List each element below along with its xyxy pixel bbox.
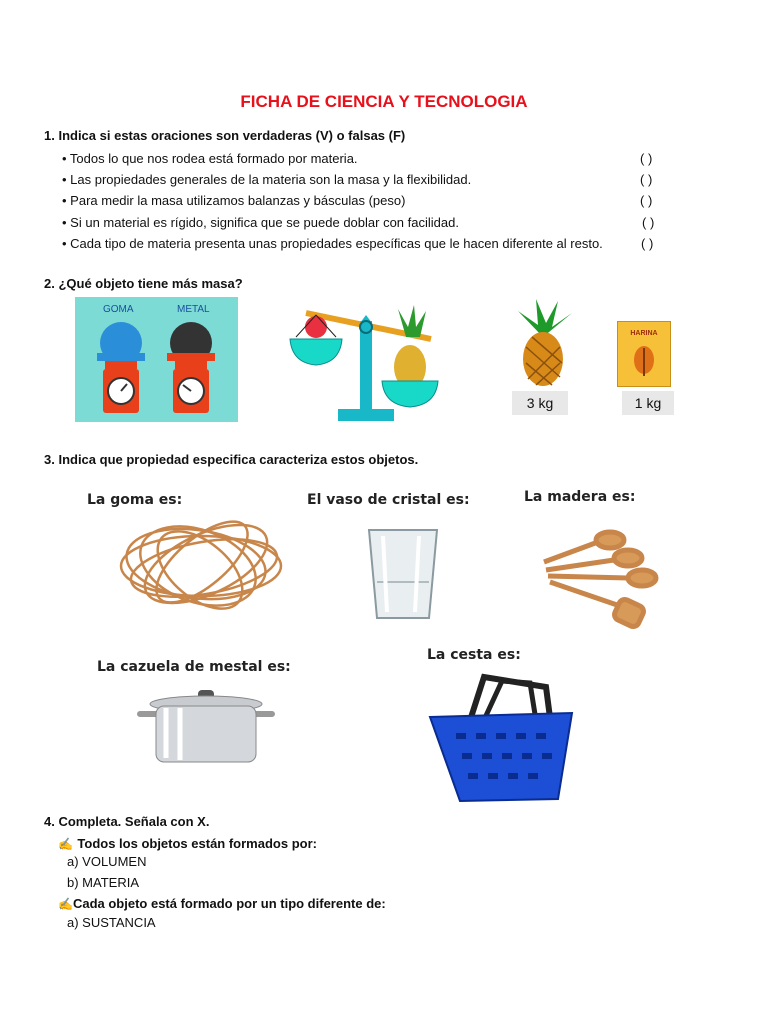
shopping-basket-icon	[426, 673, 576, 803]
scales-panel-image	[75, 297, 238, 422]
kitchen-scales-icon	[75, 297, 238, 422]
wheat-icon	[618, 322, 670, 386]
pineapple-weight-tag: 3 kg	[512, 391, 568, 415]
page-title: FICHA DE CIENCIA Y TECNOLOGIA	[240, 92, 528, 111]
option-materia[interactable]: b) MATERIA	[67, 875, 139, 890]
flour-bag-icon	[617, 321, 671, 387]
goma-prompt: La goma es:	[87, 492, 183, 508]
cazuela-prompt: La cazuela de mestal es:	[97, 659, 291, 675]
answer-box-4[interactable]: ( )	[642, 215, 655, 230]
glass-icon	[363, 522, 443, 622]
statement-1: • Todos lo que nos rodea está formado por materia.	[62, 151, 358, 166]
question-3-heading: 3. Indica que propiedad especifica caracteriza estos objetos.	[44, 452, 419, 467]
flour-weight-tag: 1 kg	[622, 391, 674, 415]
cooking-pot-icon	[136, 688, 276, 768]
cesta-prompt: La cesta es:	[427, 647, 521, 663]
flour-bag-label: HARINA	[630, 330, 658, 337]
subquestion-1-text: Todos los objetos están formados por:	[77, 836, 317, 851]
wooden-utensils-icon	[538, 518, 658, 638]
answer-box-1[interactable]: ( )	[640, 151, 653, 166]
answer-box-2[interactable]: ( )	[640, 172, 653, 187]
subquestion-2	[58, 895, 386, 913]
vaso-prompt: El vaso de cristal es:	[307, 492, 470, 508]
statement-3: • Para medir la masa utilizamos balanzas y básculas (peso)	[62, 193, 406, 208]
statement-5: • Cada tipo de materia presenta unas propiedades específicas que le hacen diferente al resto.	[62, 236, 603, 251]
goma-label: GOMA	[103, 304, 134, 315]
question-4-heading: 4. Completa. Señala con X.	[44, 814, 210, 829]
answer-box-5[interactable]: ( )	[641, 236, 654, 251]
madera-prompt: La madera es:	[524, 489, 636, 505]
subquestion-1	[58, 835, 317, 853]
question-2-heading: 2. ¿Qué objeto tiene más masa?	[44, 276, 243, 291]
statement-4: • Si un material es rígido, significa que se puede doblar con facilidad.	[62, 215, 459, 230]
option-sustancia[interactable]: a) SUSTANCIA	[67, 915, 156, 930]
writing-hand-icon: ✍	[58, 837, 73, 851]
pineapple-icon	[508, 297, 578, 389]
metal-label: METAL	[177, 304, 210, 315]
subquestion-2-text: Cada objeto está formado por un tipo diferente de:	[72, 896, 386, 911]
statement-2: • Las propiedades generales de la materia son la masa y la flexibilidad.	[62, 172, 472, 187]
rubber-bands-icon	[116, 520, 286, 612]
option-volumen[interactable]: a) VOLUMEN	[67, 854, 147, 869]
writing-hand-icon: ✍	[58, 897, 73, 911]
question-1-heading: 1. Indica si estas oraciones son verdaderas (V) o falsas (F)	[44, 128, 406, 143]
answer-box-3[interactable]: ( )	[640, 193, 653, 208]
balance-scale-icon	[286, 297, 446, 427]
